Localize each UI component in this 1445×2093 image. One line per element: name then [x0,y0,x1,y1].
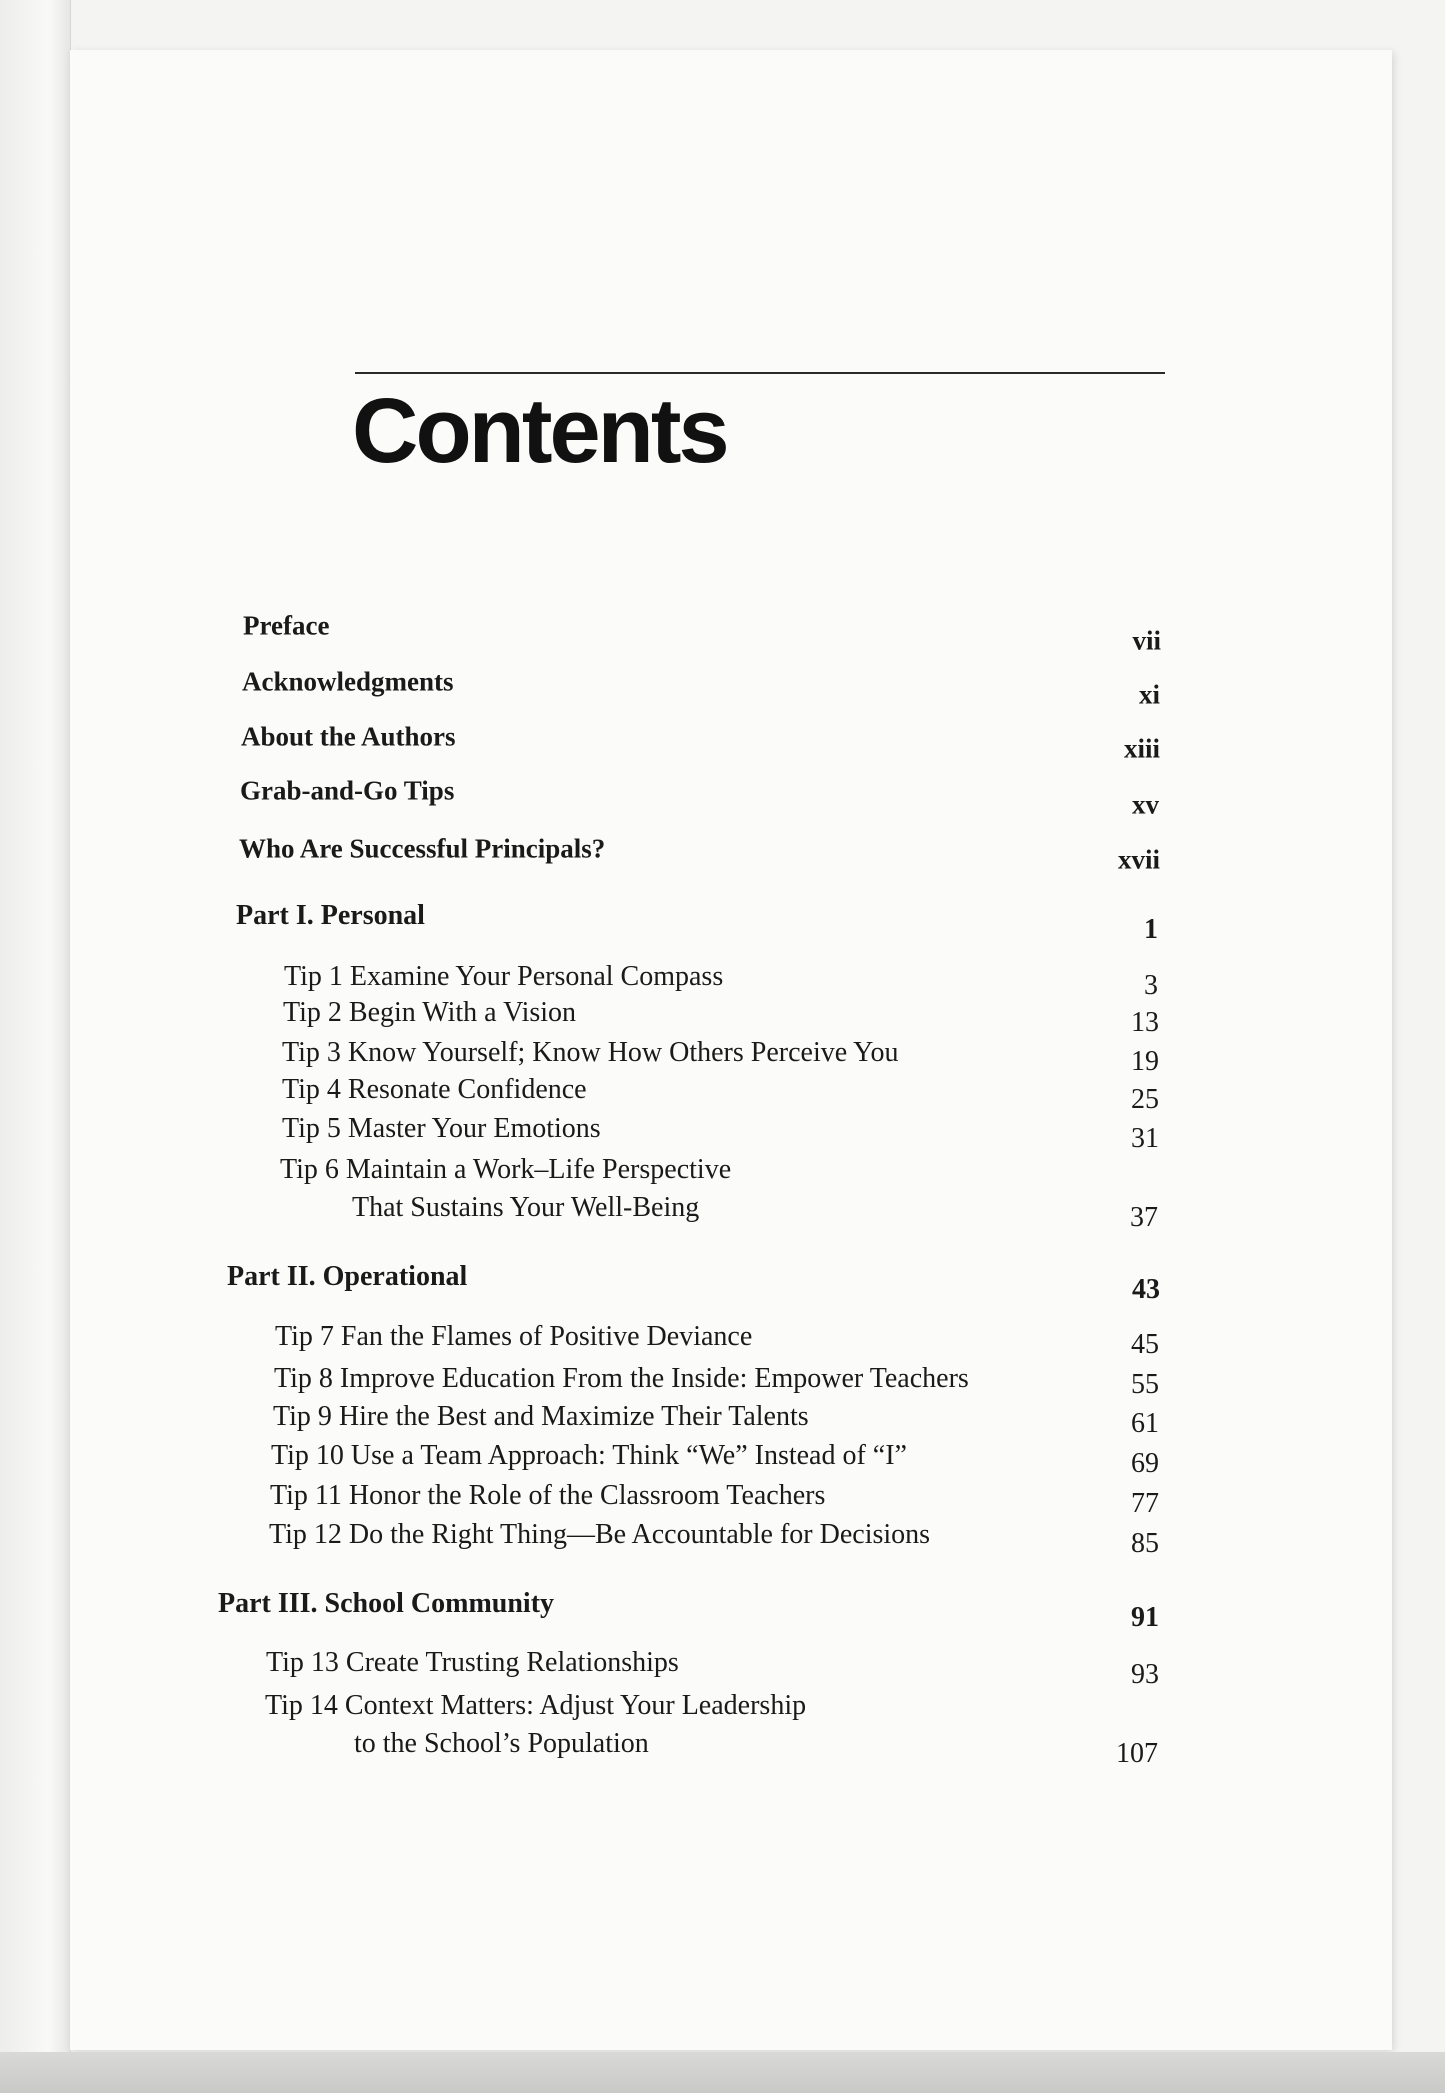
toc-entry-page-number: 37 [1130,1202,1158,1233]
toc-entry-page-number: 45 [1131,1329,1159,1360]
toc-entry-label: Tip 4 Resonate Confidence [282,1074,587,1105]
toc-entry-label: Tip 10 Use a Team Approach: Think “We” Instead of “I” [271,1440,907,1471]
toc-entry-page-number: 91 [1131,1602,1159,1633]
toc-entry-page-number: 55 [1131,1369,1159,1400]
toc-entry-label: Tip 8 Improve Education From the Inside: Empower Teachers [274,1363,969,1394]
toc-entry-label: Preface [243,610,330,641]
toc-entry-label: Tip 1 Examine Your Personal Compass [284,961,724,992]
toc-entry-label-continuation: That Sustains Your Well-Being [352,1192,700,1223]
toc-entry-label: Tip 14 Context Matters: Adjust Your Leadership [265,1690,807,1721]
toc-entry-page-number: 1 [1144,914,1158,945]
toc-entry-page-number: 69 [1131,1448,1159,1479]
toc-entry-page-number: 85 [1131,1528,1159,1559]
toc-entry-page-number: 13 [1131,1007,1159,1038]
toc-entry-label: Tip 6 Maintain a Work–Life Perspective [280,1154,732,1185]
toc-entry-label: Grab-and-Go Tips [240,775,455,806]
toc-entry-page-number: vii [1132,625,1161,656]
toc-entry-page-number: 19 [1131,1046,1159,1077]
toc-entry-label: Tip 11 Honor the Role of the Classroom Teachers [270,1480,826,1511]
toc-entry-label: Tip 2 Begin With a Vision [283,997,577,1028]
toc-entry-label: Acknowledgments [242,666,454,697]
toc-entry-page-number: xiii [1123,733,1160,764]
toc-entry-page-number: 31 [1131,1123,1159,1154]
toc-entry-label: Part I. Personal [236,900,425,931]
page-title: Contents [352,380,727,482]
toc-entry-page-number: 3 [1144,970,1158,1001]
toc-entry-page-number: 25 [1131,1084,1159,1115]
toc-entry-label: Tip 9 Hire the Best and Maximize Their Talents [273,1401,809,1432]
toc-entry-page-number: 43 [1132,1274,1160,1305]
toc-entry-page-number: 77 [1131,1488,1159,1519]
toc-entry-label: Who Are Successful Principals? [239,833,606,864]
toc-entry-page-number: xvii [1117,844,1160,875]
toc-entry-label: Part II. Operational [227,1261,468,1292]
toc-entry-page-number: 61 [1131,1408,1159,1439]
toc-entry-page-number: xi [1138,679,1160,710]
toc-entry-label: Part III. School Community [218,1588,555,1619]
toc-entry-label: Tip 12 Do the Right Thing—Be Accountable for Decisions [269,1519,931,1550]
toc-entry-page-number: xv [1132,789,1159,820]
toc-entry-page-number: 107 [1116,1738,1158,1769]
toc-entry-label: Tip 5 Master Your Emotions [282,1113,601,1144]
toc-entry-label: About the Authors [241,721,456,752]
toc-entry-page-number: 93 [1131,1659,1159,1690]
toc-entry-label: Tip 7 Fan the Flames of Positive Deviance [275,1321,753,1352]
toc-entry-label: Tip 3 Know Yourself; Know How Others Perceive You [282,1037,899,1068]
toc-entry-label-continuation: to the School’s Population [354,1728,649,1759]
toc-entry-label: Tip 13 Create Trusting Relationships [266,1647,679,1678]
